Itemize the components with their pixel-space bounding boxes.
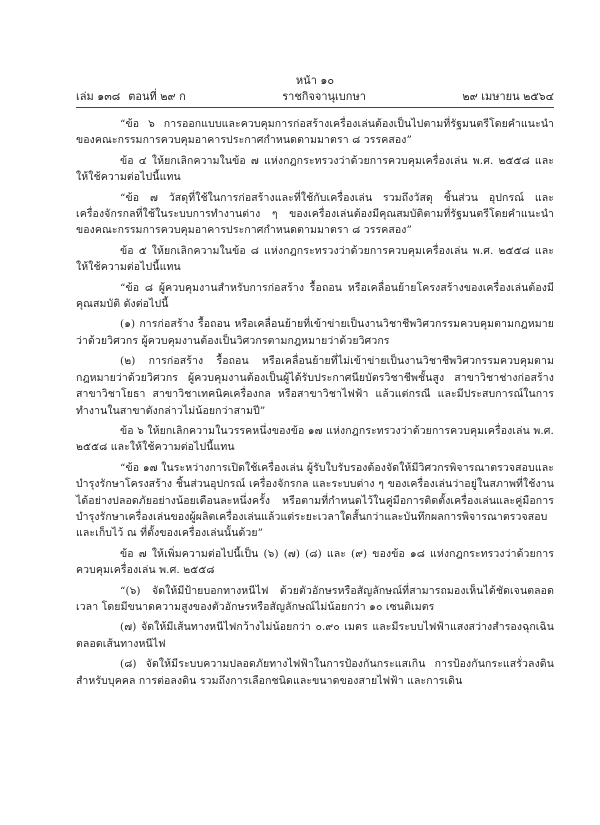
paragraph: (๑) การก่อสร้าง รื้อถอน หรือเคลื่อนย้ายที่เข้าข่ายเป็นงานวิชาชีพวิศวกรรมควบคุมตามกฎหมายว่าด้วยวิศวกร ผู้ควบคุมงานต้องเป็นวิศวกรตามกฎหมายว่าด้วยวิศวกร: [76, 318, 554, 347]
paragraph: “ข้อ ๗ วัสดุที่ใช้ในการก่อสร้างและที่ใช้กับเครื่องเล่น รวมถึงวัสดุ ชิ้นส่วน อุปกรณ์ และเครื่องจักรกลที่ใช้ในระบบการทำงานต่าง ๆ ของเครื่องเล่นต้องมีคุณสมบัติตามที่รัฐมนตรีโดยคำแนะนำของคณะกรรมการควบคุมอาคารประกาศกำหนดตามมาตรา ๘ วรรคสอง”: [76, 191, 554, 237]
header-volume: เล่ม ๑๓๘: [76, 90, 121, 103]
paragraph: ข้อ ๖ ให้ยกเลิกความในวรรคหนึ่งของข้อ ๑๗ แห่งกฎกระทรวงว่าด้วยการควบคุมเครื่องเล่น พ.ศ. ๒๕๕๘ และให้ใช้ความต่อไปนี้แทน: [76, 424, 554, 454]
paragraph: “ข้อ ๖ การออกแบบและควบคุมการก่อสร้างเครื่องเล่นต้องเป็นไปตามที่รัฐมนตรีโดยคำแนะนำของคณะกรรมการควบคุมอาคารประกาศกำหนดตามมาตรา ๘ วรรคสอง”: [76, 118, 554, 147]
paragraph: “(๖) จัดให้มีป้ายบอกทางหนีไฟ ด้วยตัวอักษรหรือสัญลักษณ์ที่สามารถมองเห็นได้ชัดเจนตลอดเวลา โดยมีขนาดความสูงของตัวอักษรหรือสัญลักษณ์ไม่น้อยกว่า ๑๐ เซนติเมตร: [76, 584, 554, 613]
paragraph: (๘) จัดให้มีระบบความปลอดภัยทางไฟฟ้าในการป้องกันกระแสเกิน การป้องกันกระแสรั่วลงดินสำหรับบุคคล การต่อลงดิน รวมถึงการเลือกชนิดและขนาดของสายไฟฟ้า และการเดิน: [76, 658, 554, 687]
gazette-header: [76, 90, 554, 108]
page-number: หน้า ๑๐: [295, 74, 335, 87]
header-gazette-name: ราชกิจจานุเบกษา: [282, 90, 366, 103]
paragraph: (๗) จัดให้มีเส้นทางหนีไฟกว้างไม่น้อยกว่า ๐.๙๐ เมตร และมีระบบไฟฟ้าแสงสว่างสำรองฉุกเฉินตลอดเส้นทางหนีไฟ: [76, 621, 554, 650]
paragraph: ข้อ ๔ ให้ยกเลิกความในข้อ ๗ แห่งกฎกระทรวงว่าด้วยการควบคุมเครื่องเล่น พ.ศ. ๒๕๕๘ และให้ใช้ความต่อไปนี้แทน: [76, 154, 554, 184]
paragraph: ข้อ ๗ ให้เพิ่มความต่อไปนี้เป็น (๖) (๗) (๘) และ (๙) ของข้อ ๑๘ แห่งกฎกระทรวงว่าด้วยการควบคุมเครื่องเล่น พ.ศ. ๒๕๕๘: [76, 547, 554, 577]
header-part: ตอนที่ ๒๙ ก: [128, 90, 186, 103]
document-body: [76, 116, 554, 689]
header-date: ๒๙ เมษายน ๒๕๖๔: [462, 90, 554, 103]
paragraph: “ข้อ ๘ ผู้ควบคุมงานสำหรับการก่อสร้าง รื้อถอน หรือเคลื่อนย้ายโครงสร้างของเครื่องเล่นต้องมีคุณสมบัติ ดังต่อไปนี้: [76, 281, 554, 311]
paragraph: “ข้อ ๑๗ ในระหว่างการเปิดใช้เครื่องเล่น ผู้รับใบรับรองต้องจัดให้มีวิศวกรพิจารณาตรวจสอบและบำรุงรักษาโครงสร้าง ชิ้นส่วนอุปกรณ์ เครื่องจักรกล และระบบต่าง ๆ ของเครื่องเล่นว่าอยู่ในสภาพที่ใช้งานได้อย่างปลอดภัยอย่างน้อยเดือนละหนึ่งครั้ง หรือตามที่กำหนดไว้ในคู่มือการติดตั้งเครื่องเล่นและคู่มือการบำรุงรักษาเครื่องเล่นของผู้ผลิตเครื่องเล่นแล้วแต่ระยะเวลาใดสั้นกว่าและบันทึกผลการพิจารณาตรวจสอบและเก็บไว้ ณ ที่ตั้งของเครื่องเล่นนั้นด้วย”: [76, 461, 554, 540]
header-left: [76, 90, 186, 104]
paragraph: ข้อ ๕ ให้ยกเลิกความในข้อ ๘ แห่งกฎกระทรวงว่าด้วยการควบคุมเครื่องเล่น พ.ศ. ๒๕๕๘ และให้ใช้ความต่อไปนี้แทน: [76, 244, 554, 274]
paragraph: (๒) การก่อสร้าง รื้อถอน หรือเคลื่อนย้ายที่ไม่เข้าข่ายเป็นงานวิชาชีพวิศวกรรมควบคุมตามกฎหมายว่าด้วยวิศวกร ผู้ควบคุมงานต้องเป็นผู้ได้รับประกาศนียบัตรวิชาชีพชั้นสูง สาขาวิชาช่างก่อสร้าง สาขาวิชาโยธา สาขาวิชาเทคนิคเครื่องกล หรือสาขาวิชาไฟฟ้า แล้วแต่กรณี และมีประสบการณ์ในการทำงานในสาขาดังกล่าวไม่น้อยกว่าสามปี”: [76, 355, 554, 417]
